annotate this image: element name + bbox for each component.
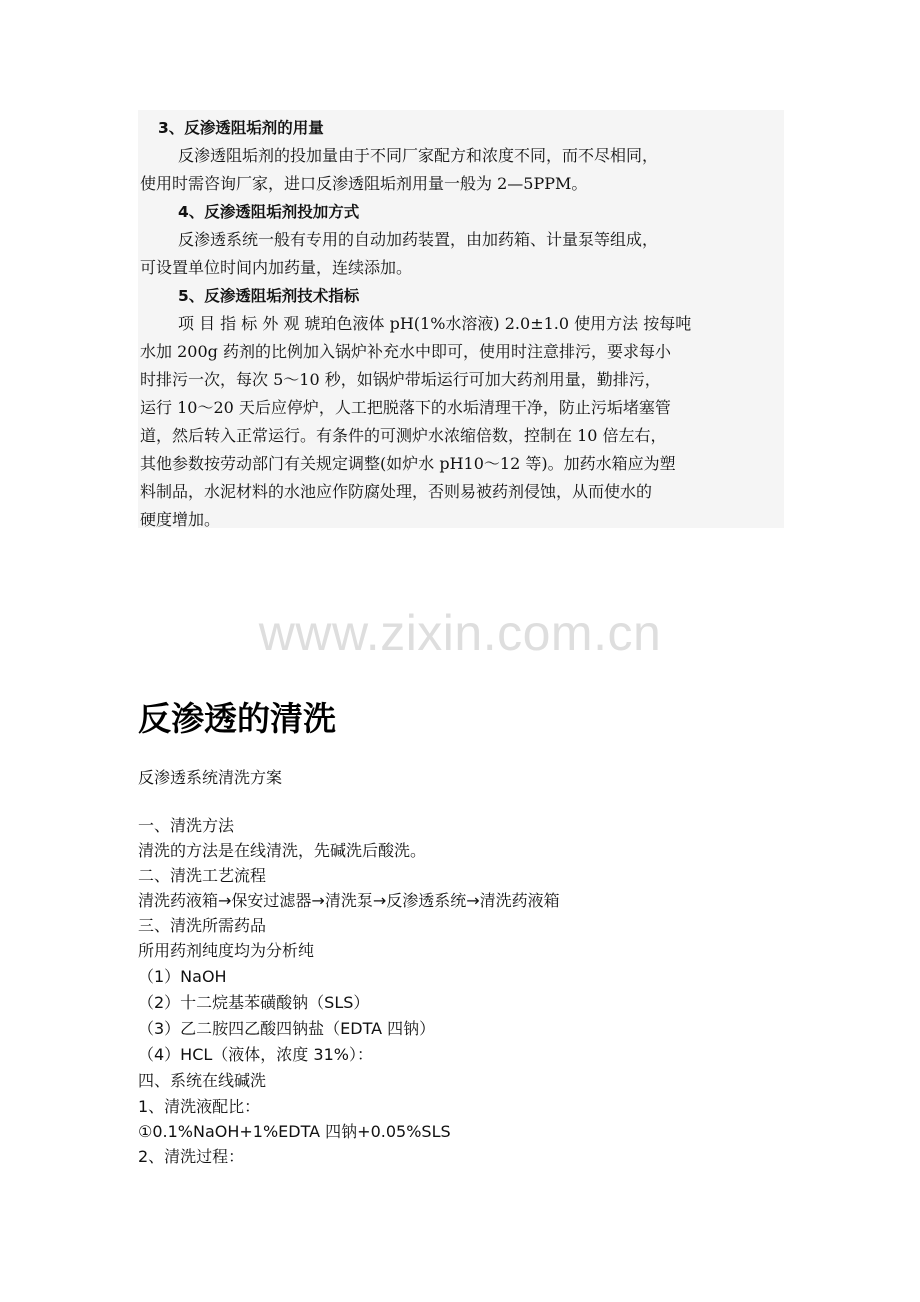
cleaning-line-9: （3）乙二胺四乙酸四钠盐（EDTA 四钠） xyxy=(138,1019,436,1038)
cleaning-line-4: 清洗药液箱→保安过滤器→清洗泵→反渗透系统→清洗药液箱 xyxy=(138,891,560,910)
section-5-line-4: 运行 10～20 天后应停炉，人工把脱落下的水垢清理干净，防止污垢堵塞管 xyxy=(140,398,671,417)
cleaning-line-10: （4）HCL（液体，浓度 31%）： xyxy=(138,1045,373,1064)
cleaning-subtitle: 反渗透系统清洗方案 xyxy=(138,768,283,787)
section-5-line-8: 硬度增加。 xyxy=(140,510,221,529)
section-3-heading: 3、反渗透阻垢剂的用量 xyxy=(158,119,324,137)
section-4-heading: 4、反渗透阻垢剂投加方式 xyxy=(178,203,360,221)
section-5-line-7: 料制品，水泥材料的水池应作防腐处理，否则易被药剂侵蚀，从而使水的 xyxy=(140,482,653,501)
cleaning-line-3: 二、清洗工艺流程 xyxy=(138,866,267,885)
cleaning-line-14: 2、清洗过程： xyxy=(138,1147,245,1166)
cleaning-line-13: ①0.1%NaOH+1%EDTA 四钠+0.05%SLS xyxy=(138,1122,451,1141)
cleaning-line-8: （2）十二烷基苯磺酸钠（SLS） xyxy=(138,993,370,1012)
cleaning-line-6: 所用药剂纯度均为分析纯 xyxy=(138,941,315,960)
section-4-line-1: 反渗透系统一般有专用的自动加药装置，由加药箱、计量泵等组成， xyxy=(178,230,659,249)
cleaning-line-2: 清洗的方法是在线清洗，先碱洗后酸洗。 xyxy=(138,841,427,860)
page-title: 反渗透的清洗 xyxy=(138,699,336,738)
section-5-heading: 5、反渗透阻垢剂技术指标 xyxy=(178,287,360,305)
cleaning-line-1: 一、清洗方法 xyxy=(138,816,235,835)
cleaning-line-12: 1、清洗液配比： xyxy=(138,1097,261,1116)
section-5-line-5: 道，然后转入正常运行。有条件的可测炉水浓缩倍数，控制在 10 倍左右， xyxy=(140,426,667,445)
section-4-line-2: 可设置单位时间内加药量，连续添加。 xyxy=(140,258,413,277)
cleaning-line-7: （1）NaOH xyxy=(138,967,227,986)
section-5-line-1: 项 目 指 标 外 观 琥珀色液体 pH(1%水溶液) 2.0±1.0 使用方法 按每吨 xyxy=(178,314,692,333)
cleaning-line-11: 四、系统在线碱洗 xyxy=(138,1071,267,1090)
section-5-line-2: 水加 200g 药剂的比例加入锅炉补充水中即可，使用时注意排污，要求每小 xyxy=(140,342,671,361)
cleaning-line-5: 三、清洗所需药品 xyxy=(138,916,267,935)
section-5-line-6: 其他参数按劳动部门有关规定调整(如炉水 pH10～12 等)。加药水箱应为塑 xyxy=(140,454,676,473)
section-3-line-1: 反渗透阻垢剂的投加量由于不同厂家配方和浓度不同，而不尽相同， xyxy=(178,146,659,165)
watermark: www.zixin.com.cn xyxy=(258,605,662,661)
section-3-line-2: 使用时需咨询厂家，进口反渗透阻垢剂用量一般为 2—5PPM。 xyxy=(140,174,588,193)
section-5-line-3: 时排污一次，每次 5～10 秒，如锅炉带垢运行可加大药剂用量，勤排污， xyxy=(140,370,661,389)
